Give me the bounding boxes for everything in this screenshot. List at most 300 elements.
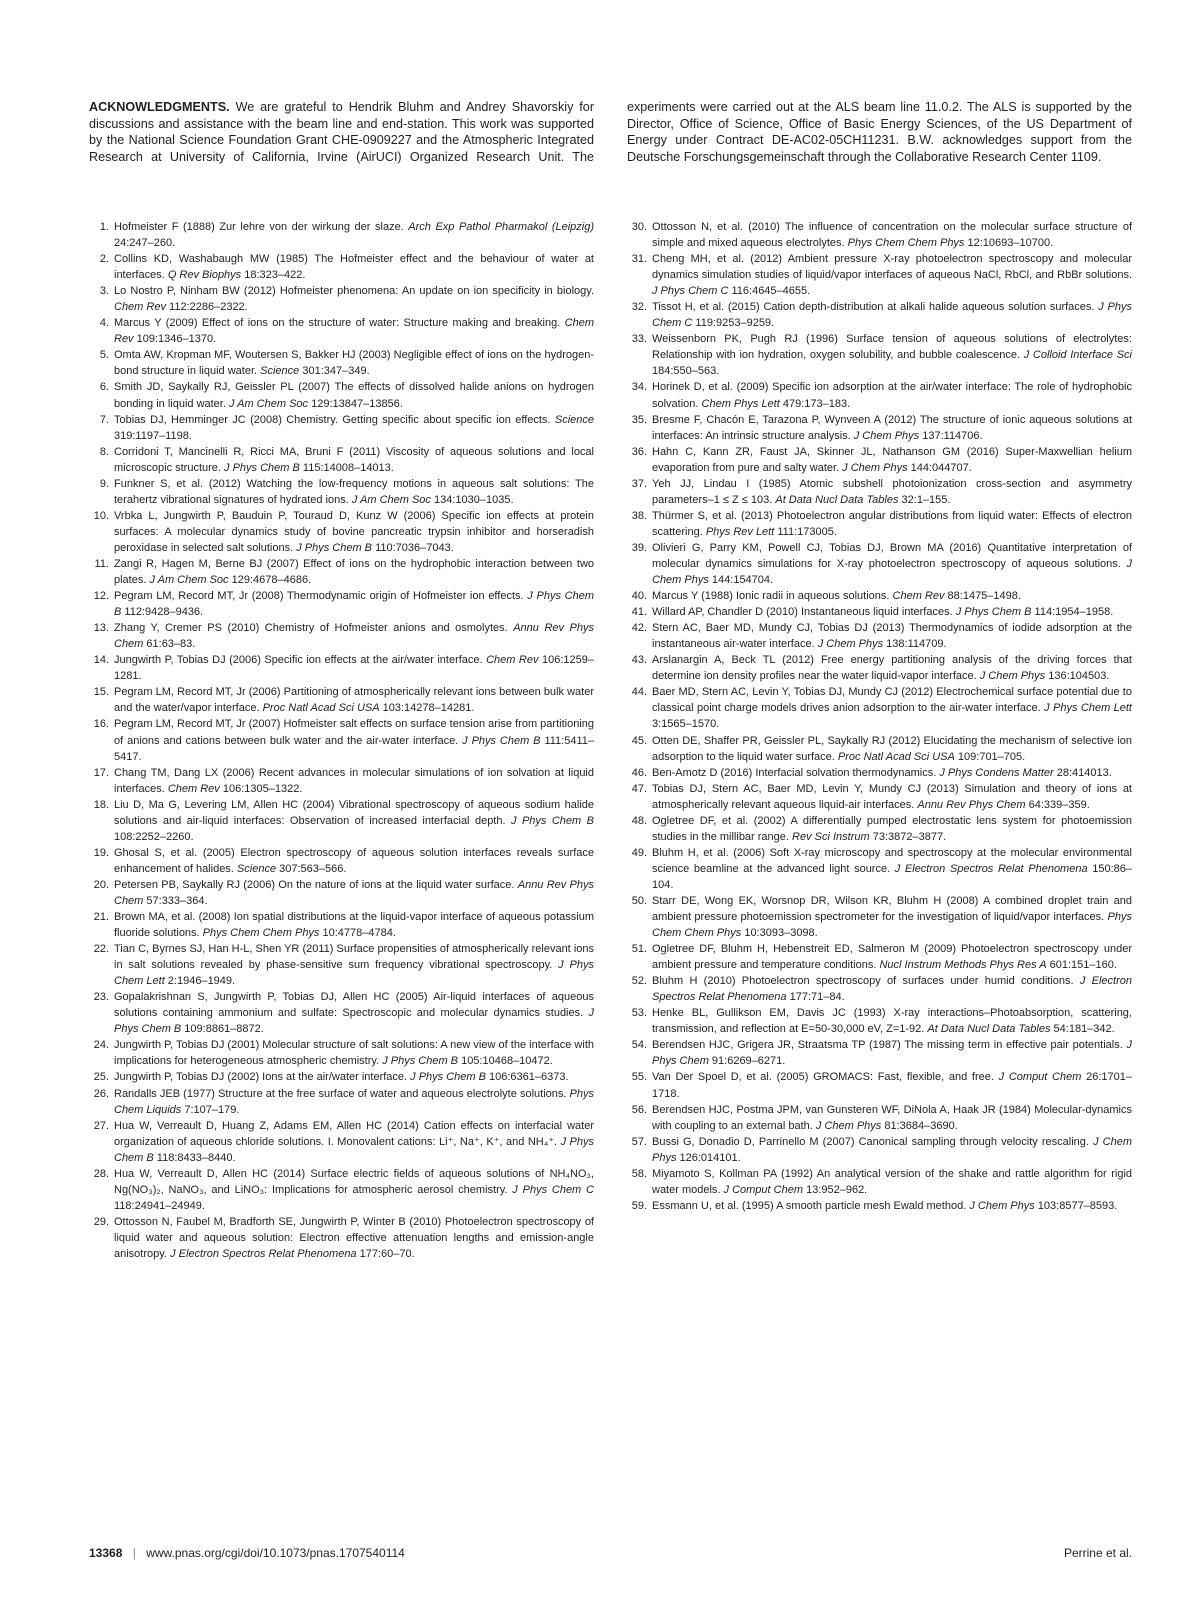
reference-volume-pages: 126:014101.: [676, 1151, 741, 1164]
reference-number: 11.: [94, 557, 109, 570]
reference-text: Baer MD, Stern AC, Levin Y, Tobias DJ, Mundy CJ (2012) Electrochemical surface potential due to classical point charge models drives anion adsorption to the air-water interface.: [652, 686, 1132, 715]
reference-number: 19.: [93, 846, 109, 859]
reference-number: 49.: [631, 846, 647, 859]
reference-volume-pages: 26:1701–1718.: [652, 1071, 1132, 1100]
reference-volume-pages: 109:1346–1370.: [133, 333, 217, 346]
reference-number: 26.: [93, 1087, 109, 1100]
reference-volume-pages: 144:044707.: [907, 461, 972, 474]
reference-text: Hua W, Verreault D, Huang Z, Adams EM, Allen HC (2014) Cation effects on interfacial water organization of aqueous chloride solutions. I. Monovalent cations: Li⁺, Na⁺, K⁺, and NH₄⁺.: [114, 1119, 594, 1148]
reference-number: 58.: [631, 1167, 647, 1180]
reference-volume-pages: 177:71–84.: [786, 991, 845, 1004]
reference-journal: Chem Rev: [167, 782, 220, 795]
reference-item: [627, 941, 1132, 973]
reference-text: Ottosson N, Faubel M, Bradforth SE, Jungwirth P, Winter B (2010) Photoelectron spectroscopy of liquid water and aqueous solution: Electron effective attenuation lengths and emission-angle anisotropy.: [114, 1215, 594, 1260]
reference-text: Henke BL, Gullikson EM, Davis JC (1993) X-ray interactions–Photoabsorption, scattering, transmission, and reflection at E=50-30,000 eV, Z=1-92.: [652, 1007, 1132, 1036]
reference-text: Olivieri G, Parry KM, Powell CJ, Tobias DJ, Brown MA (2016) Quantitative interpretation of molecular dynamics simulations for X-ray photoelectron spectroscopy of aqueous solutions.: [652, 541, 1132, 570]
reference-text: Yeh JJ, Lindau I (1985) Atomic subshell photoionization cross-section and asymmetry parameters–1 ≤ Z ≤ 103.: [652, 477, 1132, 506]
reference-volume-pages: 103:14278–14281.: [379, 702, 475, 715]
reference-volume-pages: 118:24941–24949.: [114, 1199, 205, 1212]
reference-number: 27.: [93, 1119, 109, 1132]
reference-journal: Science: [554, 413, 594, 426]
reference-volume-pages: 64:339–359.: [1025, 798, 1090, 811]
reference-number: 7.: [99, 413, 109, 426]
reference-number: 55.: [631, 1071, 647, 1084]
reference-volume-pages: 129:13847–13856.: [308, 397, 403, 410]
reference-item: [627, 508, 1132, 540]
reference-item: [89, 412, 594, 444]
reference-item: [89, 909, 594, 941]
reference-number: 46.: [631, 766, 647, 779]
reference-text: Jungwirth P, Tobias DJ (2002) Ions at the air/water interface.: [114, 1071, 411, 1084]
reference-number: 32.: [631, 301, 647, 314]
reference-number: 28.: [93, 1167, 109, 1180]
reference-journal: J Electron Spectros Relat Phenomena: [894, 862, 1088, 875]
reference-journal: J Phys Chem B: [462, 734, 541, 747]
reference-volume-pages: 61:63–83.: [143, 638, 196, 651]
reference-text: Bussi G, Donadio D, Parrinello M (2007) Canonical sampling through velocity rescaling.: [652, 1135, 1094, 1148]
reference-item: [89, 508, 594, 556]
reference-number: 52.: [631, 975, 647, 988]
reference-journal: Chem Rev: [486, 654, 539, 667]
reference-volume-pages: 109:8861–8872.: [181, 1023, 264, 1036]
reference-number: 39.: [631, 541, 647, 554]
reference-volume-pages: 112:9428–9436.: [121, 606, 204, 619]
reference-volume-pages: 106:6361–6373.: [485, 1071, 569, 1084]
reference-number: 53.: [631, 1007, 647, 1020]
reference-journal: J Am Chem Soc: [228, 397, 309, 410]
reference-text: Marcus Y (2009) Effect of ions on the structure of water: Structure making and breaking.: [114, 317, 565, 330]
reference-item: [89, 845, 594, 877]
reference-text: Bresme F, Chacón E, Tarazona P, Wynveen A (2012) The structure of ionic aqueous solutions at interfaces: An intrinsic structure analysis.: [652, 413, 1132, 442]
reference-number: 40.: [631, 590, 647, 603]
reference-volume-pages: 105:10468–10472.: [458, 1055, 553, 1068]
reference-text: Essmann U, et al. (1995) A smooth particle mesh Ewald method.: [652, 1199, 970, 1212]
reference-journal: J Phys Chem B: [382, 1055, 459, 1068]
reference-item: [627, 476, 1132, 508]
reference-text: Thürmer S, et al. (2013) Photoelectron angular distributions from liquid water: Effects of electron scattering.: [652, 509, 1132, 538]
reference-volume-pages: 10:4778–4784.: [319, 927, 396, 940]
reference-text: Otten DE, Shaffer PR, Geissler PL, Saykally RJ (2012) Elucidating the mechanism of selective ion adsorption to the liquid water surface.: [652, 734, 1132, 763]
reference-number: 5.: [99, 349, 109, 362]
reference-volume-pages: 2:1946–1949.: [164, 975, 236, 988]
reference-number: 13.: [93, 622, 109, 635]
reference-journal: Science: [260, 365, 300, 378]
reference-text: Petersen PB, Saykally RJ (2006) On the nature of ions at the liquid water surface.: [114, 878, 518, 891]
reference-volume-pages: 88:1475–1498.: [944, 590, 1021, 603]
reference-journal: J Phys Chem C: [512, 1183, 594, 1196]
reference-item: [89, 941, 594, 989]
reference-text: Tobias DJ, Stern AC, Baer MD, Levin Y, Mundy CJ (2013) Simulation and theory of ions at atmospherically relevant aqueous liquid-air interfaces.: [652, 782, 1132, 811]
reference-volume-pages: 7:107–179.: [181, 1103, 240, 1116]
reference-item: [627, 893, 1132, 941]
reference-item: [89, 877, 594, 909]
reference-text: Horinek D, et al. (2009) Specific ion adsorption at the air/water interface: The role of hydrophobic solvation.: [652, 381, 1132, 410]
reference-item: [89, 1118, 594, 1166]
reference-item: [627, 1037, 1132, 1069]
reference-text: Ogletree DF, Bluhm H, Hebenstreit ED, Salmeron M (2009) Photoelectron spectroscopy under ambient pressure and temperature conditions.: [652, 943, 1132, 972]
reference-journal: J Chem Phys: [979, 670, 1046, 683]
reference-journal: Chem Rev: [892, 590, 945, 603]
page-footer: [89, 1546, 1132, 1560]
reference-volume-pages: 129:4678–4686.: [228, 574, 312, 587]
doi-link[interactable]: www.pnas.org/cgi/doi/10.1073/pnas.1707540114: [146, 1546, 405, 1560]
reference-journal: Annu Rev Phys Chem: [917, 798, 1026, 811]
reference-journal: Q Rev Biophys: [167, 269, 242, 282]
reference-number: 20.: [93, 878, 109, 891]
reference-text: Jungwirth P, Tobias DJ (2006) Specific ion effects at the air/water interface.: [114, 654, 487, 667]
reference-text: Vrbka L, Jungwirth P, Bauduin P, Touraud D, Kunz W (2006) Specific ion effects at protein surfaces: A molecular dynamics study of bovine pancreatic trypsin inhibitor and horseradish peroxidase in selected salt solutions.: [114, 509, 594, 554]
reference-text: Collins KD, Washabaugh MW (1985) The Hofmeister effect and the behaviour of water at interfaces.: [114, 253, 594, 282]
reference-number: 14.: [93, 654, 109, 667]
reference-volume-pages: 479:173–183.: [779, 397, 851, 410]
reference-journal: J Phys Chem B: [114, 1007, 594, 1036]
reference-number: 35.: [631, 413, 647, 426]
reference-journal: At Data Nucl Data Tables: [775, 493, 899, 506]
reference-volume-pages: 3:1565–1570.: [652, 718, 720, 731]
reference-volume-pages: 115:14008–14013.: [299, 461, 394, 474]
reference-journal: J Chem Phys: [969, 1199, 1035, 1212]
reference-item: [89, 283, 594, 315]
reference-journal: Science: [236, 862, 277, 875]
reference-volume-pages: 184:550–563.: [652, 365, 720, 378]
reference-text: Hofmeister F (1888) Zur lehre von der wirkung der slaze.: [114, 221, 409, 233]
reference-text: Chang TM, Dang LX (2006) Recent advances in molecular simulations of ion solvation at liquid interfaces.: [114, 766, 594, 795]
reference-item: [89, 588, 594, 620]
reference-item: [89, 765, 594, 797]
reference-volume-pages: 81:3684–3690.: [881, 1119, 958, 1132]
reference-item: [89, 797, 594, 845]
reference-number: 54.: [631, 1039, 647, 1052]
reference-journal: J Phys Chem C: [652, 285, 729, 298]
reference-journal: J Am Chem Soc: [149, 574, 229, 587]
reference-text: Ben-Amotz D (2016) Interfacial solvation thermodynamics.: [652, 766, 940, 779]
reference-volume-pages: 10:3093–3098.: [741, 927, 818, 940]
reference-item: [89, 620, 594, 652]
reference-number: 8.: [99, 445, 109, 458]
reference-number: 12.: [93, 590, 109, 603]
reference-number: 24.: [93, 1039, 109, 1052]
reference-number: 37.: [631, 477, 647, 490]
reference-journal: J Phys Chem B: [224, 461, 300, 474]
reference-item: [627, 1134, 1132, 1166]
reference-text: Stern AC, Baer MD, Mundy CJ, Tobias DJ (2013) Thermodynamics of iodide adsorption at the instantaneous air-water interface.: [652, 622, 1132, 651]
reference-journal: J Electron Spectros Relat Phenomena: [652, 975, 1132, 1004]
reference-text: Brown MA, et al. (2008) Ion spatial distributions at the liquid-vapor interface of aqueous potassium fluoride solutions.: [114, 911, 594, 940]
reference-item: [627, 379, 1132, 411]
reference-text: Bluhm H, et al. (2006) Soft X-ray microscopy and spectroscopy at the molecular environmental science beamline at the advanced light source.: [652, 846, 1132, 875]
reference-volume-pages: 57:333–364.: [143, 894, 208, 907]
reference-text: Berendsen HJC, Postma JPM, van Gunsteren WF, DiNola A, Haak JR (1984) Molecular-dynamics with coupling to an external bath.: [652, 1103, 1132, 1132]
footer-separator: |: [132, 1546, 136, 1560]
reference-item: [627, 1166, 1132, 1198]
reference-number: 2.: [99, 253, 109, 266]
reference-item: [627, 733, 1132, 765]
reference-number: 30.: [631, 221, 647, 233]
reference-item: [627, 540, 1132, 588]
reference-number: 29.: [93, 1215, 109, 1228]
reference-volume-pages: 13:952–962.: [803, 1183, 868, 1196]
reference-item: [627, 588, 1132, 604]
reference-text: Tian C, Byrnes SJ, Han H-L, Shen YR (2011) Surface propensities of atmospherically relevant ions in salt solutions revealed by phase-sensitive sum frequency vibrational spectroscopy.: [114, 943, 594, 972]
reference-text: Omta AW, Kropman MF, Woutersen S, Bakker HJ (2003) Negligible effect of ions on the hydrogen-bond structure in liquid water.: [114, 349, 594, 378]
reference-journal: J Comput Chem: [723, 1183, 804, 1196]
reference-journal: Phys Chem Chem Phys: [652, 911, 1132, 940]
reference-volume-pages: 111:5411–5417.: [114, 734, 594, 763]
reference-journal: J Phys Chem C: [652, 301, 1133, 330]
reference-volume-pages: 111:173005.: [774, 525, 837, 538]
reference-journal: J Phys Chem Lett: [114, 959, 594, 988]
reference-number: 6.: [99, 381, 109, 394]
reference-volume-pages: 138:114709.: [883, 638, 947, 651]
reference-number: 50.: [631, 894, 647, 907]
reference-number: 43.: [631, 654, 647, 667]
reference-journal: Proc Natl Acad Sci USA: [262, 702, 380, 715]
reference-text: Tissot H, et al. (2015) Cation depth-distribution at alkali halide aqueous solution surfaces.: [652, 301, 1099, 314]
reference-item: [89, 379, 594, 411]
reference-text: Jungwirth P, Tobias DJ (2001) Molecular structure of salt solutions: A new view of the interface with implications for heterogeneous atmospheric chemistry.: [114, 1039, 594, 1068]
reference-item: [627, 684, 1132, 732]
reference-text: Marcus Y (1988) Ionic radii in aqueous solutions.: [652, 590, 893, 603]
reference-number: 31.: [631, 253, 647, 266]
reference-text: Zhang Y, Cremer PS (2010) Chemistry of Hofmeister anions and osmolytes.: [114, 622, 514, 635]
reference-volume-pages: 307:563–566.: [276, 862, 347, 875]
reference-text: Hahn C, Kann ZR, Faust JA, Skinner JL, Nathanson GM (2016) Super-Maxwellian helium evaporation from pure and salty water.: [652, 445, 1132, 474]
reference-volume-pages: 73:3872–3877.: [869, 830, 947, 843]
reference-journal: J Phys Chem B: [511, 814, 594, 827]
reference-text: Lo Nostro P, Ninham BW (2012) Hofmeister phenomena: An update on ion specificity in biology.: [114, 285, 594, 298]
reference-journal: J Am Chem Soc: [351, 493, 431, 506]
reference-item: [627, 973, 1132, 1005]
reference-text: Smith JD, Saykally RJ, Geissler PL (2007) The effects of dissolved halide anions on hydrogen bonding in liquid water.: [114, 381, 594, 410]
reference-number: 44.: [631, 686, 647, 699]
reference-number: 51.: [631, 943, 647, 956]
reference-volume-pages: 32:1–155.: [898, 493, 951, 506]
reference-journal: J Chem Phys: [853, 429, 920, 442]
reference-volume-pages: 118:8433–8440.: [153, 1151, 236, 1164]
reference-journal: Phys Rev Lett: [705, 525, 775, 538]
reference-item: [89, 1086, 594, 1118]
reference-journal: Chem Rev: [114, 301, 166, 314]
reference-text: Bluhm H (2010) Photoelectron spectroscopy of surfaces under humid conditions.: [652, 975, 1080, 988]
reference-item: [89, 1166, 594, 1214]
reference-journal: J Phys Chem Lett: [1044, 702, 1132, 715]
reference-item: [627, 444, 1132, 476]
reference-volume-pages: 114:1954–1958.: [1031, 606, 1114, 619]
reference-number: 21.: [93, 911, 109, 924]
acknowledgments: [89, 99, 1132, 165]
reference-text: Ottosson N, et al. (2010) The influence of concentration on the molecular surface structure of simple and mixed aqueous electrolytes.: [652, 221, 1132, 250]
reference-number: 10.: [93, 509, 109, 522]
reference-volume-pages: 106:1259–1281.: [114, 654, 594, 683]
reference-volume-pages: 12:10693–10700.: [964, 237, 1054, 250]
reference-journal: Chem Rev: [114, 317, 594, 346]
reference-number: 18.: [93, 798, 109, 811]
reference-number: 45.: [631, 734, 647, 747]
reference-volume-pages: 91:6269–6271.: [708, 1055, 786, 1068]
reference-number: 36.: [631, 445, 647, 458]
reference-number: 4.: [99, 317, 109, 330]
reference-text: Cheng MH, et al. (2012) Ambient pressure X-ray photoelectron spectroscopy and molecular dynamics simulation studies of liquid/vapor interfaces of aqueous NaCl, RbCl, and RbBr solutions.: [652, 253, 1132, 282]
reference-item: [89, 251, 594, 283]
reference-number: 1.: [99, 221, 109, 233]
reference-volume-pages: 18:323–422.: [241, 269, 306, 282]
reference-item: [627, 1102, 1132, 1134]
reference-item: [89, 652, 594, 684]
reference-item: [89, 444, 594, 476]
reference-text: Hua W, Verreault D, Allen HC (2014) Surface electric fields of aqueous solutions of NH₄NO₃, Ng(NO₃)₂, NaNO₃, and LiNO₃: Implications for atmospheric aerosol chemistry.: [114, 1167, 594, 1196]
reference-number: 15.: [93, 686, 109, 699]
reference-number: 3.: [99, 285, 109, 298]
reference-item: [89, 1214, 594, 1262]
page-number: 13368: [89, 1546, 123, 1560]
reference-item: [627, 251, 1132, 299]
reference-number: 9.: [99, 477, 109, 490]
reference-journal: J Electron Spectros Relat Phenomena: [170, 1248, 357, 1260]
reference-text: Tobias DJ, Hemminger JC (2008) Chemistry. Getting specific about specific ion effects.: [114, 413, 555, 426]
reference-volume-pages: 116:4645–4655.: [728, 285, 811, 298]
reference-item: [89, 315, 594, 347]
reference-journal: J Chem Phys: [652, 557, 1132, 587]
reference-text: Van Der Spoel D, et al. (2005) GROMACS: Fast, flexible, and free.: [652, 1071, 999, 1084]
reference-item: [627, 652, 1132, 684]
reference-text: Liu D, Ma G, Levering LM, Allen HC (2004) Vibrational spectroscopy of aqueous sodium halide solutions and air-liquid interfaces: Observation of increased interfacial depth.: [114, 798, 594, 827]
reference-journal: J Phys Chem B: [114, 1135, 594, 1164]
reference-number: 33.: [631, 333, 647, 346]
reference-item: [627, 813, 1132, 845]
reference-text: Starr DE, Wong EK, Worsnop DR, Wilson KR, Bluhm H (2008) A combined droplet train and ambient pressure photoemission spectrometer for the investigation of liquid/vapor interfaces.: [652, 894, 1132, 924]
reference-journal: Annu Rev Phys Chem: [114, 622, 594, 651]
reference-number: 47.: [631, 782, 647, 795]
reference-volume-pages: 177:60–70.: [356, 1248, 415, 1260]
reference-journal: At Data Nucl Data Tables: [927, 1023, 1051, 1036]
reference-text: Berendsen HJC, Grigera JR, Straatsma TP (1987) The missing term in effective pair potentials.: [652, 1039, 1127, 1052]
reference-volume-pages: 119:9253–9259.: [692, 317, 775, 330]
reference-item: [89, 684, 594, 716]
reference-volume-pages: 134:1030–1035.: [430, 493, 514, 506]
reference-text: Ogletree DF, et al. (2002) A differentially pumped electrostatic lens system for photoemission studies in the millibar range.: [652, 814, 1132, 843]
reference-volume-pages: 109:701–705.: [954, 750, 1026, 763]
reference-journal: J Colloid Interface Sci: [1023, 349, 1132, 362]
reference-journal: J Chem Phys: [652, 1135, 1132, 1164]
reference-volume-pages: 24:247–260.: [114, 237, 176, 250]
reference-item: [627, 1198, 1132, 1214]
reference-number: 22.: [93, 943, 109, 956]
reference-volume-pages: 28:414013.: [1053, 766, 1112, 779]
reference-journal: J Phys Chem B: [410, 1071, 486, 1084]
reference-item: [627, 412, 1132, 444]
reference-volume-pages: 103:8577–8593.: [1034, 1199, 1118, 1212]
reference-item: [89, 1037, 594, 1069]
reference-journal: Phys Chem Liquids: [114, 1087, 594, 1116]
reference-number: 57.: [631, 1135, 647, 1148]
reference-journal: J Chem Phys: [815, 1119, 882, 1132]
reference-text: Pegram LM, Record MT, Jr (2006) Partitioning of atmospherically relevant ions between bulk water and the water/vapor interface.: [114, 686, 594, 715]
reference-journal: J Phys Chem B: [114, 590, 594, 619]
reference-text: Ghosal S, et al. (2005) Electron spectroscopy of aqueous solution interfaces reveals surface enhancement of halides.: [114, 846, 594, 875]
reference-journal: Proc Natl Acad Sci USA: [837, 750, 955, 763]
reference-text: Randalls JEB (1977) Structure at the free surface of water and aqueous electrolyte solutions.: [114, 1087, 570, 1100]
reference-journal: Phys Chem Chem Phys: [202, 927, 320, 940]
reference-volume-pages: 106:1305–1322.: [219, 782, 303, 795]
reference-item: [89, 476, 594, 508]
reference-number: 25.: [93, 1071, 109, 1084]
reference-item: [627, 845, 1132, 893]
running-authors: Perrine et al.: [1063, 1546, 1132, 1560]
reference-text: Pegram LM, Record MT, Jr (2007) Hofmeister salt effects on surface tension arise from partitioning of anions and cations between bulk water and the air-water interface.: [114, 718, 594, 747]
reference-item: [89, 219, 594, 251]
reference-item: [627, 604, 1132, 620]
reference-text: Corridoni T, Mancinelli R, Ricci MA, Bruni F (2011) Viscosity of aqueous solutions and local microscopic structure.: [114, 445, 594, 474]
reference-item: [627, 1069, 1132, 1101]
reference-item: [89, 556, 594, 588]
reference-number: 42.: [631, 622, 647, 635]
reference-volume-pages: 150:86–104.: [652, 862, 1132, 891]
reference-volume-pages: 137:114706.: [919, 429, 983, 442]
reference-journal: Annu Rev Phys Chem: [114, 878, 594, 907]
reference-journal: Chem Phys Lett: [701, 397, 780, 410]
reference-journal: J Phys Chem: [652, 1039, 1132, 1068]
reference-text: Zangi R, Hagen M, Berne BJ (2007) Effect of ions on the hydrophobic interaction between two plates.: [114, 557, 594, 587]
reference-text: Funkner S, et al. (2012) Watching the low-frequency motions in aqueous salt solutions: The terahertz vibrational signatures of hydrated ions.: [114, 477, 594, 506]
reference-number: 16.: [93, 718, 109, 731]
reference-volume-pages: 108:2252–2260.: [114, 830, 194, 843]
reference-number: 34.: [631, 381, 647, 394]
reference-text: Weissenborn PK, Pugh RJ (1996) Surface tension of aqueous solutions of electrolytes: Relationship with ion hydration, oxygen solubility, and bubble coalescence.: [652, 333, 1132, 362]
reference-volume-pages: 601:151–160.: [1046, 959, 1117, 972]
reference-volume-pages: 54:181–342.: [1050, 1023, 1115, 1036]
references-left-column: [89, 219, 594, 1262]
reference-number: 23.: [93, 991, 109, 1004]
reference-number: 48.: [631, 814, 647, 827]
reference-number: 38.: [631, 509, 647, 522]
reference-journal: J Phys Chem B: [955, 606, 1032, 619]
reference-text: Willard AP, Chandler D (2010) Instantaneous liquid interfaces.: [652, 606, 956, 619]
reference-item: [627, 331, 1132, 379]
reference-volume-pages: 301:347–349.: [299, 365, 370, 378]
reference-volume-pages: 144:154704.: [708, 574, 774, 587]
reference-item: [627, 765, 1132, 781]
reference-journal: Phys Chem Chem Phys: [847, 237, 965, 250]
reference-item: [627, 219, 1132, 251]
reference-volume-pages: 319:1197–1198.: [114, 429, 192, 442]
reference-journal: Rev Sci Instrum: [792, 830, 870, 843]
reference-item: [89, 716, 594, 764]
reference-number: 17.: [93, 766, 109, 779]
reference-journal: J Phys Chem B: [296, 541, 373, 554]
reference-item: [627, 1005, 1132, 1037]
reference-item: [627, 781, 1132, 813]
reference-journal: J Chem Phys: [817, 638, 884, 651]
acknowledgments-heading: ACKNOWLEDGMENTS.: [89, 100, 230, 114]
reference-number: 56.: [631, 1103, 647, 1116]
reference-journal: Arch Exp Pathol Pharmakol (Leipzig): [408, 221, 595, 233]
reference-number: 41.: [631, 606, 647, 619]
reference-text: Pegram LM, Record MT, Jr (2008) Thermodynamic origin of Hofmeister ion effects.: [114, 590, 528, 603]
reference-item: [89, 1069, 594, 1085]
reference-text: Arslanargin A, Beck TL (2012) Free energy partitioning analysis of the driving forces that determine ion density profiles near the water liquid-vapor interface.: [652, 654, 1132, 683]
reference-item: [627, 620, 1132, 652]
reference-journal: Nucl Instrum Methods Phys Res A: [879, 959, 1047, 972]
acknowledgments-text: We are grateful to Hendrik Bluhm and Andrey Shavorskiy for discussions and assistance with the beam line and end-station. This work was supported by the National Science Foundation Grant CHE-0909227 and the Atmospheric Integrated Research at University of California, Irvine (AirUCI) Organized Research Unit. The experiments were carried out at the ALS beam line 11.0.2. The ALS is supported by the Director, Office of Science, Office of Basic Energy Sciences, of the US Department of Energy under Contract DE-AC02-05CH11231. B.W. acknowledges support from the Deutsche Forschungsgemeinschaft through the Collaborative Research Center 1109.: [89, 100, 1132, 164]
reference-text: Miyamoto S, Kollman PA (1992) An analytical version of the shake and rattle algorithm for rigid water models.: [652, 1167, 1132, 1196]
reference-journal: J Chem Phys: [842, 461, 908, 474]
reference-item: [89, 989, 594, 1037]
reference-item: [627, 299, 1132, 331]
reference-number: 59.: [631, 1199, 647, 1212]
references-right-column: [627, 219, 1132, 1214]
reference-volume-pages: 110:7036–7043.: [372, 541, 454, 554]
reference-item: [89, 347, 594, 379]
